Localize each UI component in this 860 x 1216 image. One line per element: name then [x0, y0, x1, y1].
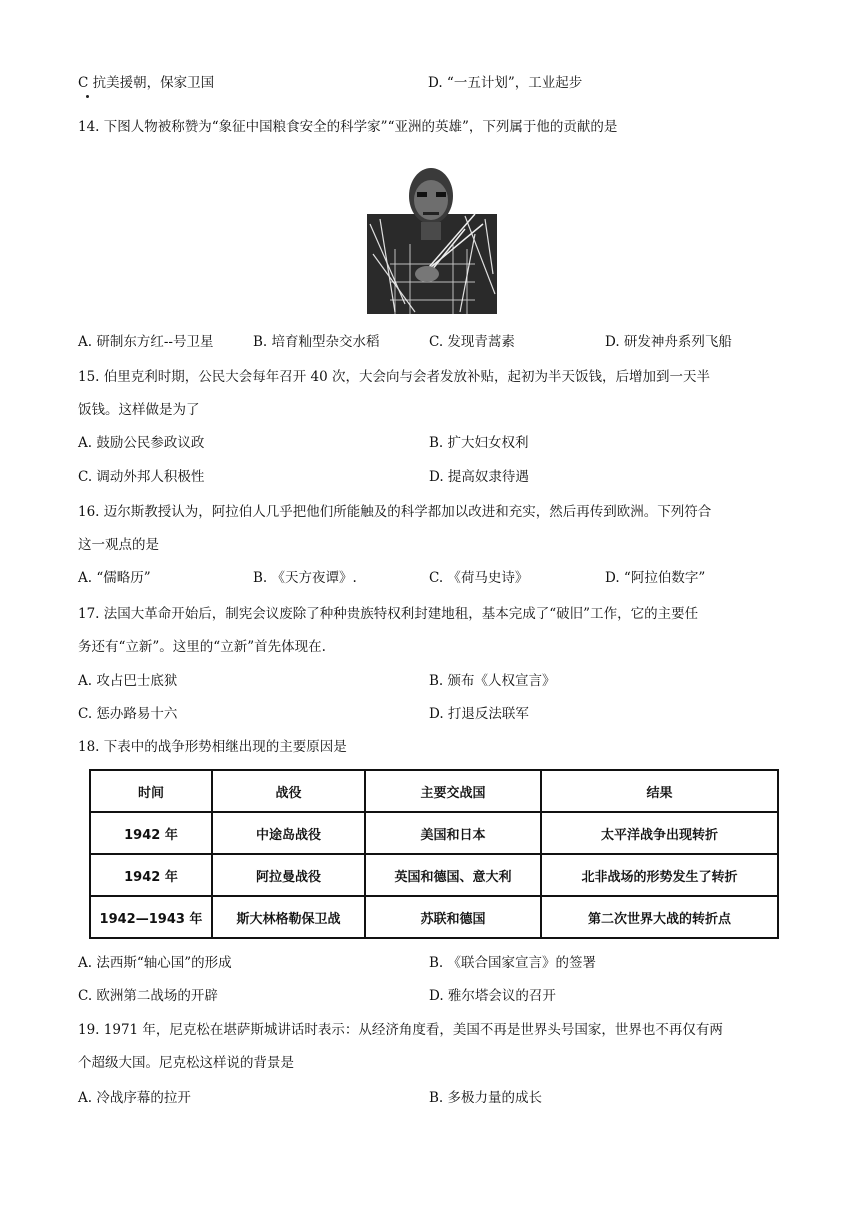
- portrait-photo: [365, 154, 499, 314]
- q18-option-d: D. 雅尔塔会议的召开: [429, 988, 556, 1004]
- q13-option-d: D. “一五计划”，工业起步: [428, 75, 583, 91]
- table-cell: 太平洋战争出现转折: [541, 812, 778, 854]
- table-cell: 英国和德国、意大利: [365, 854, 541, 896]
- q19-option-a: A. 冷战序幕的拉开: [78, 1090, 191, 1106]
- table-header-cell: 结果: [541, 770, 778, 812]
- table-cell: 1942 年: [90, 854, 212, 896]
- q14-option-c: C. 发现青蒿素: [429, 334, 515, 350]
- q17-stem-line2: 务还有“立新”。这里的“立新”首先体现在.: [78, 639, 326, 655]
- q16-stem-line2: 这一观点的是: [78, 537, 159, 553]
- table-row: [90, 812, 778, 854]
- q17-option-c: C. 惩办路易十六: [78, 706, 178, 722]
- q17-option-d: D. 打退反法联军: [429, 706, 529, 722]
- table-cell: 斯大林格勒保卫战: [212, 896, 365, 938]
- q15-stem-line2: 饭钱。这样做是为了: [78, 402, 200, 418]
- q17-option-a: A. 攻占巴士底狱: [78, 673, 178, 689]
- table-cell: 1942—1943 年: [90, 896, 212, 938]
- table-cell: 美国和日本: [365, 812, 541, 854]
- table-header-cell: 时间: [90, 770, 212, 812]
- battle-table: [89, 769, 779, 939]
- q17-stem-line1: 17. 法国大革命开始后，制宪会议废除了种种贵族特权利封建地租，基本完成了“破旧”工作，它的主要任: [78, 606, 699, 622]
- q15-option-a: A. 鼓励公民参政议政: [78, 435, 205, 451]
- table-cell: 中途岛战役: [212, 812, 365, 854]
- table-row: [90, 854, 778, 896]
- q14-stem: 14. 下图人物被称赞为“象征中国粮食安全的科学家”“亚洲的英雄”，下列属于他的贡献的是: [78, 119, 618, 135]
- q16-stem-line1: 16. 迈尔斯教授认为，阿拉伯人几乎把他们所能触及的科学都加以改进和充实，然后再传到欧洲。下列符合: [78, 504, 712, 520]
- q18-option-b: B. 《联合国家宣言》的签署: [429, 955, 597, 971]
- table-row: [90, 896, 778, 938]
- q15-option-c: C. 调动外邦人积极性: [78, 469, 205, 485]
- table-cell: 北非战场的形势发生了转折: [541, 854, 778, 896]
- q15-option-b: B. 扩大妇女权利: [429, 435, 529, 451]
- q15-option-d: D. 提高奴隶待遇: [429, 469, 529, 485]
- q14-option-a: A. 研制东方红--号卫星: [78, 334, 214, 350]
- table-header-cell: 战役: [212, 770, 365, 812]
- stray-dot: [86, 95, 89, 98]
- q18-option-c: C. 欧洲第二战场的开辟: [78, 988, 218, 1004]
- q18-stem: 18. 下表中的战争形势相继出现的主要原因是: [78, 739, 347, 755]
- q14-option-d: D. 研发神舟系列飞船: [605, 334, 732, 350]
- portrait-image: [365, 154, 499, 314]
- q16-option-a: A. “儒略历”: [78, 570, 151, 586]
- table-header-row: [90, 770, 778, 812]
- q16-option-d: D. “阿拉伯数字”: [605, 570, 706, 586]
- q19-option-b: B. 多极力量的成长: [429, 1090, 543, 1106]
- q18-option-a: A. 法西斯“轴心国”的形成: [78, 955, 232, 971]
- q16-option-c: C. 《荷马史诗》: [429, 570, 529, 586]
- q14-option-b: B. 培育籼型杂交水稻: [253, 334, 380, 350]
- q19-stem-line2: 个超级大国。尼克松这样说的背景是: [78, 1055, 294, 1071]
- q19-stem-line1: 19. 1971 年，尼克松在堪萨斯城讲话时表示：从经济角度看，美国不再是世界头号国家，世界也不再仅有两: [78, 1022, 723, 1038]
- q16-option-b: B. 《天方夜谭》.: [253, 570, 357, 586]
- table-cell: 1942 年: [90, 812, 212, 854]
- q17-option-b: B. 颁布《人权宣言》: [429, 673, 556, 689]
- table-header-cell: 主要交战国: [365, 770, 541, 812]
- q15-stem-line1: 15. 伯里克利时期，公民大会每年召开 40 次，大会向与会者发放补贴，起初为半天饭钱，后增加到一天半: [78, 369, 711, 385]
- q13-option-c: C 抗美援朝，保家卫国: [78, 75, 215, 91]
- table-cell: 第二次世界大战的转折点: [541, 896, 778, 938]
- table-cell: 阿拉曼战役: [212, 854, 365, 896]
- table-cell: 苏联和德国: [365, 896, 541, 938]
